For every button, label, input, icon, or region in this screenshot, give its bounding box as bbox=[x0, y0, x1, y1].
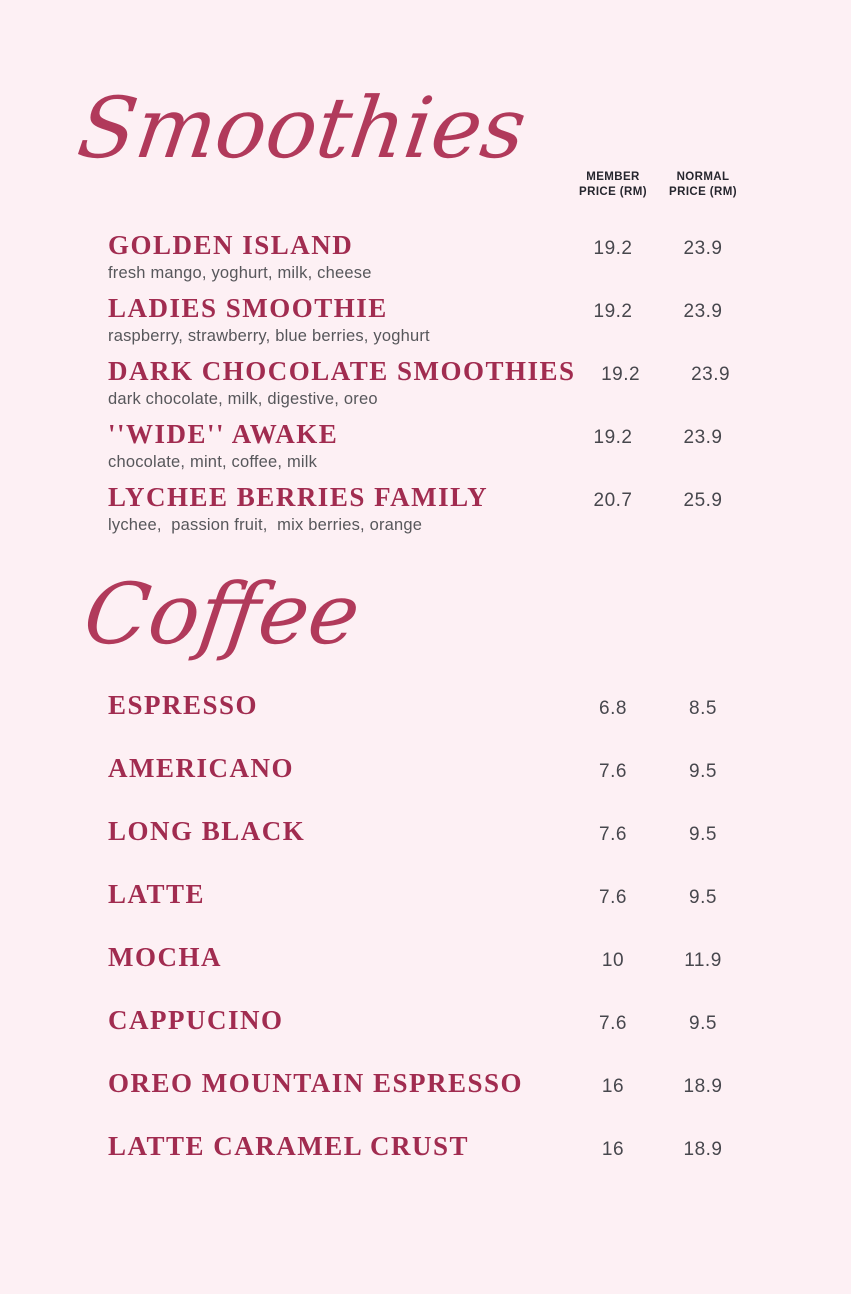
member-price: 7.6 bbox=[599, 760, 627, 782]
item-name: GOLDEN ISLAND bbox=[108, 230, 354, 260]
normal-price: 11.9 bbox=[684, 949, 722, 971]
menu-item-text bbox=[108, 815, 568, 847]
normal-price: 23.9 bbox=[683, 427, 723, 448]
member-price: 19.2 bbox=[601, 364, 641, 385]
menu-item-row bbox=[108, 418, 748, 475]
item-name: CAPPUCINO bbox=[108, 1004, 284, 1035]
member-price: 16 bbox=[601, 1075, 625, 1097]
item-name: LONG BLACK bbox=[108, 815, 306, 846]
item-name: LADIES SMOOTHIE bbox=[108, 293, 388, 323]
normal-price: 18.9 bbox=[683, 1075, 723, 1097]
menu-item-text bbox=[108, 941, 568, 973]
item-description: fresh mango, yoghurt, milk, cheese bbox=[108, 264, 372, 282]
item-description: lychee, passion fruit, mix berries, orange bbox=[108, 516, 423, 534]
menu-item-row bbox=[108, 355, 748, 412]
member-price-column-header bbox=[568, 170, 658, 201]
normal-price-column-header bbox=[658, 170, 748, 201]
member-price-header-line2: PRICE (RM) bbox=[579, 186, 647, 199]
member-price: 7.6 bbox=[599, 1012, 627, 1034]
item-description: dark chocolate, milk, digestive, oreo bbox=[108, 390, 378, 408]
menu-item-text bbox=[108, 689, 568, 721]
menu-item-row bbox=[108, 481, 748, 538]
smoothies-item-list bbox=[108, 229, 748, 538]
member-price: 7.6 bbox=[599, 886, 627, 908]
normal-price: 18.9 bbox=[683, 1138, 723, 1160]
item-name: MOCHA bbox=[108, 941, 222, 972]
member-price: 6.8 bbox=[599, 697, 627, 719]
normal-price: 25.9 bbox=[683, 490, 723, 511]
menu-item-row bbox=[108, 689, 748, 721]
menu-item-text bbox=[108, 1067, 568, 1099]
item-name: LATTE CARAMEL CRUST bbox=[108, 1130, 470, 1161]
normal-price-header-line2: PRICE (RM) bbox=[669, 186, 737, 199]
menu-item-text bbox=[108, 481, 568, 538]
member-price: 19.2 bbox=[593, 238, 633, 259]
coffee-item-list bbox=[108, 689, 748, 1162]
normal-price: 9.5 bbox=[689, 1012, 717, 1034]
menu-item-row bbox=[108, 878, 748, 910]
member-price: 16 bbox=[601, 1138, 625, 1160]
menu-item-row bbox=[108, 292, 748, 349]
member-price-header-line1: MEMBER bbox=[586, 170, 640, 183]
menu-item-text bbox=[108, 752, 568, 784]
menu-item-text bbox=[108, 355, 576, 412]
item-description: raspberry, strawberry, blue berries, yoghurt bbox=[108, 327, 430, 345]
member-price: 7.6 bbox=[599, 823, 627, 845]
item-name: OREO MOUNTAIN ESPRESSO bbox=[108, 1067, 524, 1098]
smoothies-section-header bbox=[0, 0, 851, 215]
menu-item-row bbox=[108, 941, 748, 973]
menu-item-row bbox=[108, 815, 748, 847]
price-column-headers bbox=[568, 170, 748, 201]
menu-item-row bbox=[108, 229, 748, 286]
item-name: ''WIDE'' AWAKE bbox=[108, 419, 339, 449]
menu-item-text bbox=[108, 1130, 568, 1162]
member-price: 10 bbox=[601, 949, 625, 971]
menu-item-row bbox=[108, 1130, 748, 1162]
menu-item-row bbox=[108, 1004, 748, 1036]
normal-price: 23.9 bbox=[691, 364, 731, 385]
item-name: ESPRESSO bbox=[108, 689, 259, 720]
menu-item-text bbox=[108, 878, 568, 910]
member-price: 19.2 bbox=[593, 427, 633, 448]
item-name: LYCHEE BERRIES FAMILY bbox=[108, 482, 489, 512]
normal-price: 9.5 bbox=[689, 760, 717, 782]
section-title-smoothies: Smoothies bbox=[72, 79, 532, 177]
item-description: chocolate, mint, coffee, milk bbox=[108, 453, 318, 471]
member-price: 20.7 bbox=[593, 490, 633, 511]
menu-item-text bbox=[108, 1004, 568, 1036]
menu-item-text bbox=[108, 418, 568, 475]
section-title-coffee: Coffee bbox=[78, 565, 366, 663]
normal-price: 9.5 bbox=[689, 823, 717, 845]
item-name: AMERICANO bbox=[108, 752, 294, 783]
normal-price-header-line1: NORMAL bbox=[676, 170, 730, 183]
menu-item-text bbox=[108, 292, 568, 349]
menu-item-row bbox=[108, 1067, 748, 1099]
item-name: LATTE bbox=[108, 878, 206, 909]
normal-price: 9.5 bbox=[689, 886, 717, 908]
normal-price: 23.9 bbox=[683, 238, 723, 259]
menu-item-text bbox=[108, 229, 568, 286]
normal-price: 23.9 bbox=[683, 301, 723, 322]
menu-item-row bbox=[108, 752, 748, 784]
item-name: DARK CHOCOLATE SMOOTHIES bbox=[108, 356, 576, 386]
normal-price: 8.5 bbox=[689, 697, 717, 719]
member-price: 19.2 bbox=[593, 301, 633, 322]
